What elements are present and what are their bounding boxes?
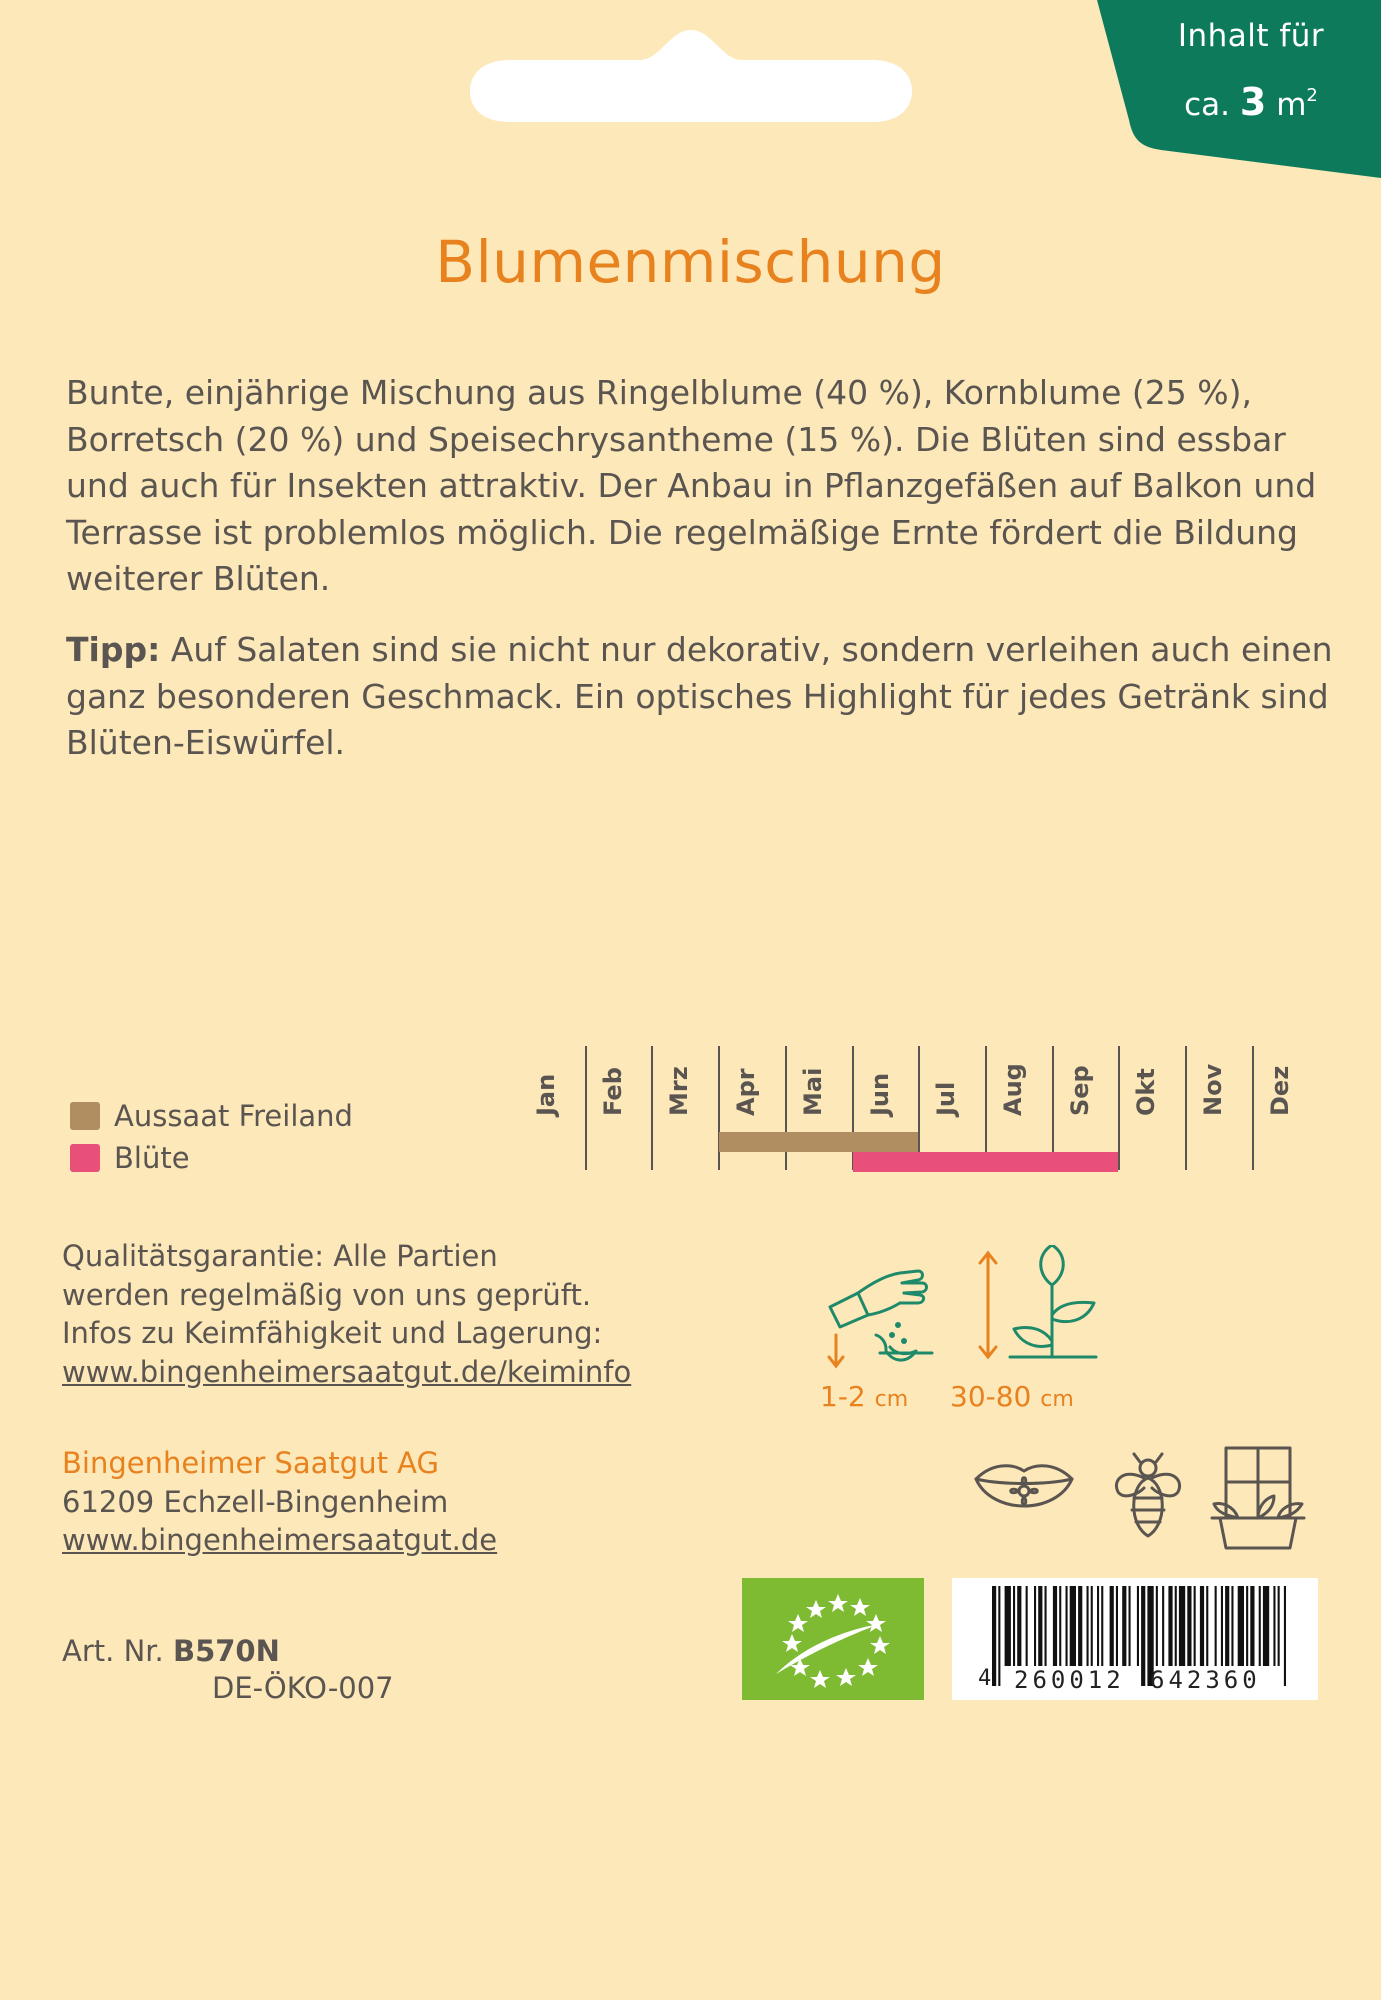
calendar-month-label: Jun — [865, 1072, 894, 1116]
sowing-depth-label — [820, 1380, 908, 1413]
eu-organic-logo — [742, 1578, 924, 1700]
company-website-link[interactable]: www.bingenheimersaatgut.de — [62, 1523, 498, 1557]
tip-text: Auf Salaten sind sie nicht nur dekorativ, sondern verleihen auch einen ganz besonderen Geschmack. Ein optisches Highlight für jedes Getränk sind Blüten-Eiswürfel. — [66, 630, 1333, 762]
calendar-month-label: Apr — [732, 1068, 761, 1116]
barcode-bar — [1156, 1586, 1158, 1666]
badge-content-label: Inhalt für — [1177, 18, 1325, 54]
barcode-bar — [1026, 1586, 1028, 1666]
hang-hole — [470, 30, 912, 122]
barcode-group-2: 642360 — [1150, 1666, 1261, 1694]
calendar-month-mrz — [651, 1046, 718, 1170]
barcode-bar — [1110, 1586, 1114, 1666]
calendar-bar-bloom — [853, 1152, 1119, 1172]
calendar-month-label: Nov — [1199, 1063, 1227, 1116]
barcode-bar — [1179, 1586, 1185, 1666]
barcode-bar — [1137, 1586, 1139, 1666]
calendar-divider — [585, 1046, 587, 1170]
barcode-bar — [1070, 1586, 1076, 1666]
legend-swatch-bloom — [70, 1144, 100, 1172]
plant-height-unit: cm — [1040, 1387, 1074, 1412]
calendar-month-dez — [1252, 1046, 1319, 1170]
barcode-bar — [1116, 1586, 1118, 1666]
product-title: Blumenmischung — [435, 228, 946, 296]
calendar-legend — [70, 1095, 353, 1179]
barcode-bar — [1038, 1586, 1042, 1666]
company-name: Bingenheimer Saatgut AG — [62, 1446, 439, 1480]
legend-item-bloom — [70, 1137, 353, 1179]
calendar-divider — [1252, 1046, 1254, 1170]
barcode-bar — [1087, 1586, 1089, 1666]
article-number-value: B570N — [172, 1634, 280, 1668]
barcode-bar — [1200, 1586, 1204, 1666]
sowing-depth-unit: cm — [874, 1387, 909, 1412]
barcode-bar — [1129, 1586, 1131, 1666]
barcode-first-digit: 4 — [978, 1666, 992, 1691]
barcode-bar — [998, 1586, 1000, 1686]
legend-item-sowing — [70, 1095, 353, 1137]
calendar-divider — [651, 1046, 653, 1170]
barcode-bar — [1045, 1586, 1047, 1666]
barcode-bar — [1017, 1586, 1021, 1666]
barcode-bar — [1259, 1586, 1261, 1666]
barcode-bar — [1284, 1586, 1286, 1686]
barcode-bar — [1215, 1586, 1217, 1666]
barcode-bar — [1053, 1586, 1057, 1666]
barcode-bar — [1162, 1586, 1164, 1666]
barcode-bar — [1078, 1586, 1082, 1666]
quality-line-2: werden regelmäßig von uns geprüft. — [62, 1277, 592, 1312]
plant-height-label — [950, 1380, 1074, 1413]
calendar-month-label: Dez — [1265, 1065, 1294, 1116]
badge-unit: m — [1276, 87, 1307, 123]
quality-guarantee — [62, 1237, 631, 1391]
barcode-bar — [1250, 1586, 1254, 1666]
calendar-divider — [1185, 1046, 1187, 1170]
growing-calendar — [518, 1046, 1318, 1170]
calendar-month-label: Jan — [532, 1073, 560, 1116]
barcode-bar — [1101, 1586, 1103, 1666]
barcode-bar — [1221, 1586, 1223, 1666]
calendar-month-jan — [518, 1046, 585, 1170]
calendar-month-label: Jul — [932, 1081, 961, 1116]
barcode-bar — [1263, 1586, 1269, 1666]
bee-icon — [1108, 1452, 1188, 1540]
barcode-bar — [1238, 1586, 1244, 1666]
barcode-bar — [1066, 1586, 1068, 1666]
calendar-divider — [1118, 1046, 1120, 1170]
article-number-label: Art. Nr. — [62, 1634, 164, 1668]
sowing-hand-icon — [820, 1265, 950, 1380]
calendar-month-label: Feb — [598, 1067, 627, 1116]
barcode-bar — [1034, 1586, 1036, 1666]
badge-content-amount — [1121, 80, 1381, 124]
legend-swatch-sowing — [70, 1102, 100, 1130]
calendar-month-label: Mrz — [665, 1066, 694, 1116]
barcode-bar — [1013, 1586, 1015, 1666]
barcode-bar — [1005, 1586, 1011, 1666]
company-info — [62, 1444, 497, 1560]
calendar-month-label: Sep — [1065, 1065, 1094, 1116]
product-tip — [66, 627, 1336, 767]
barcode-bar — [1141, 1586, 1145, 1686]
tip-label: Tipp: — [66, 630, 161, 669]
barcode-bar — [1168, 1586, 1172, 1666]
barcode-bar — [1097, 1586, 1099, 1666]
legend-label-sowing: Aussaat Freiland — [114, 1099, 353, 1133]
product-description: Bunte, einjährige Mischung aus Ringelblume (40 %), Kornblume (25 %), Borretsch (20 %) und Speisechrysantheme (15 %). Die Blüten sind essbar und auch für Insekten attraktiv. Der Anbau in Pflanzgefäßen auf Balkon und Terrasse ist problemlos möglich. Die regelmäßige Ernte fördert die Bildung weiterer Blüten. — [66, 373, 1317, 598]
calendar-month-feb — [585, 1046, 652, 1170]
calendar-month-okt — [1118, 1046, 1185, 1170]
calendar-month-nov — [1185, 1046, 1252, 1170]
quality-line-1: Qualitätsgarantie: Alle Partien — [62, 1239, 498, 1273]
barcode-bar — [1231, 1586, 1233, 1666]
calendar-month-label: Aug — [998, 1063, 1027, 1116]
keiminfo-link[interactable]: www.bingenheimersaatgut.de/keiminfo — [62, 1354, 632, 1389]
plant-height-value: 30-80 — [950, 1380, 1032, 1413]
company-address: 61209 Echzell-Bingenheim — [62, 1484, 449, 1519]
calendar-month-label: Okt — [1132, 1068, 1161, 1116]
article-number — [62, 1632, 280, 1671]
barcode-bar — [1175, 1586, 1177, 1666]
badge-unit-sup: 2 — [1306, 85, 1318, 106]
barcode-bar — [1059, 1586, 1061, 1666]
balcony-planter-icon — [1208, 1444, 1308, 1552]
barcode-bar — [1273, 1586, 1275, 1666]
sowing-depth-value: 1-2 — [820, 1380, 866, 1413]
eu-leaf-stars-icon — [742, 1578, 924, 1700]
barcode-bars — [952, 1578, 1318, 1700]
plant-height-icon — [970, 1245, 1100, 1375]
barcode-bar — [1246, 1586, 1248, 1666]
calendar-bar-sowing — [719, 1132, 918, 1152]
edible-flower-icon — [972, 1455, 1077, 1530]
barcode-bar — [1278, 1586, 1280, 1666]
barcode-bar — [1122, 1586, 1126, 1666]
calendar-month-label: Mai — [798, 1067, 827, 1116]
badge-prefix: ca. — [1184, 87, 1231, 123]
quality-line-3: Infos zu Keimfähigkeit und Lagerung: — [62, 1316, 603, 1350]
organic-certification-code: DE-ÖKO-007 — [212, 1671, 394, 1705]
badge-amount: 3 — [1239, 80, 1267, 124]
barcode-bar — [992, 1586, 996, 1686]
barcode-bar — [1187, 1586, 1191, 1666]
barcode-bar — [1206, 1586, 1208, 1666]
barcode-bar — [1225, 1586, 1229, 1666]
legend-label-bloom: Blüte — [114, 1141, 190, 1175]
barcode-group-1: 260012 — [1014, 1666, 1125, 1694]
barcode-bar — [1091, 1586, 1093, 1666]
barcode-bar — [1194, 1586, 1196, 1666]
barcode — [952, 1578, 1318, 1700]
